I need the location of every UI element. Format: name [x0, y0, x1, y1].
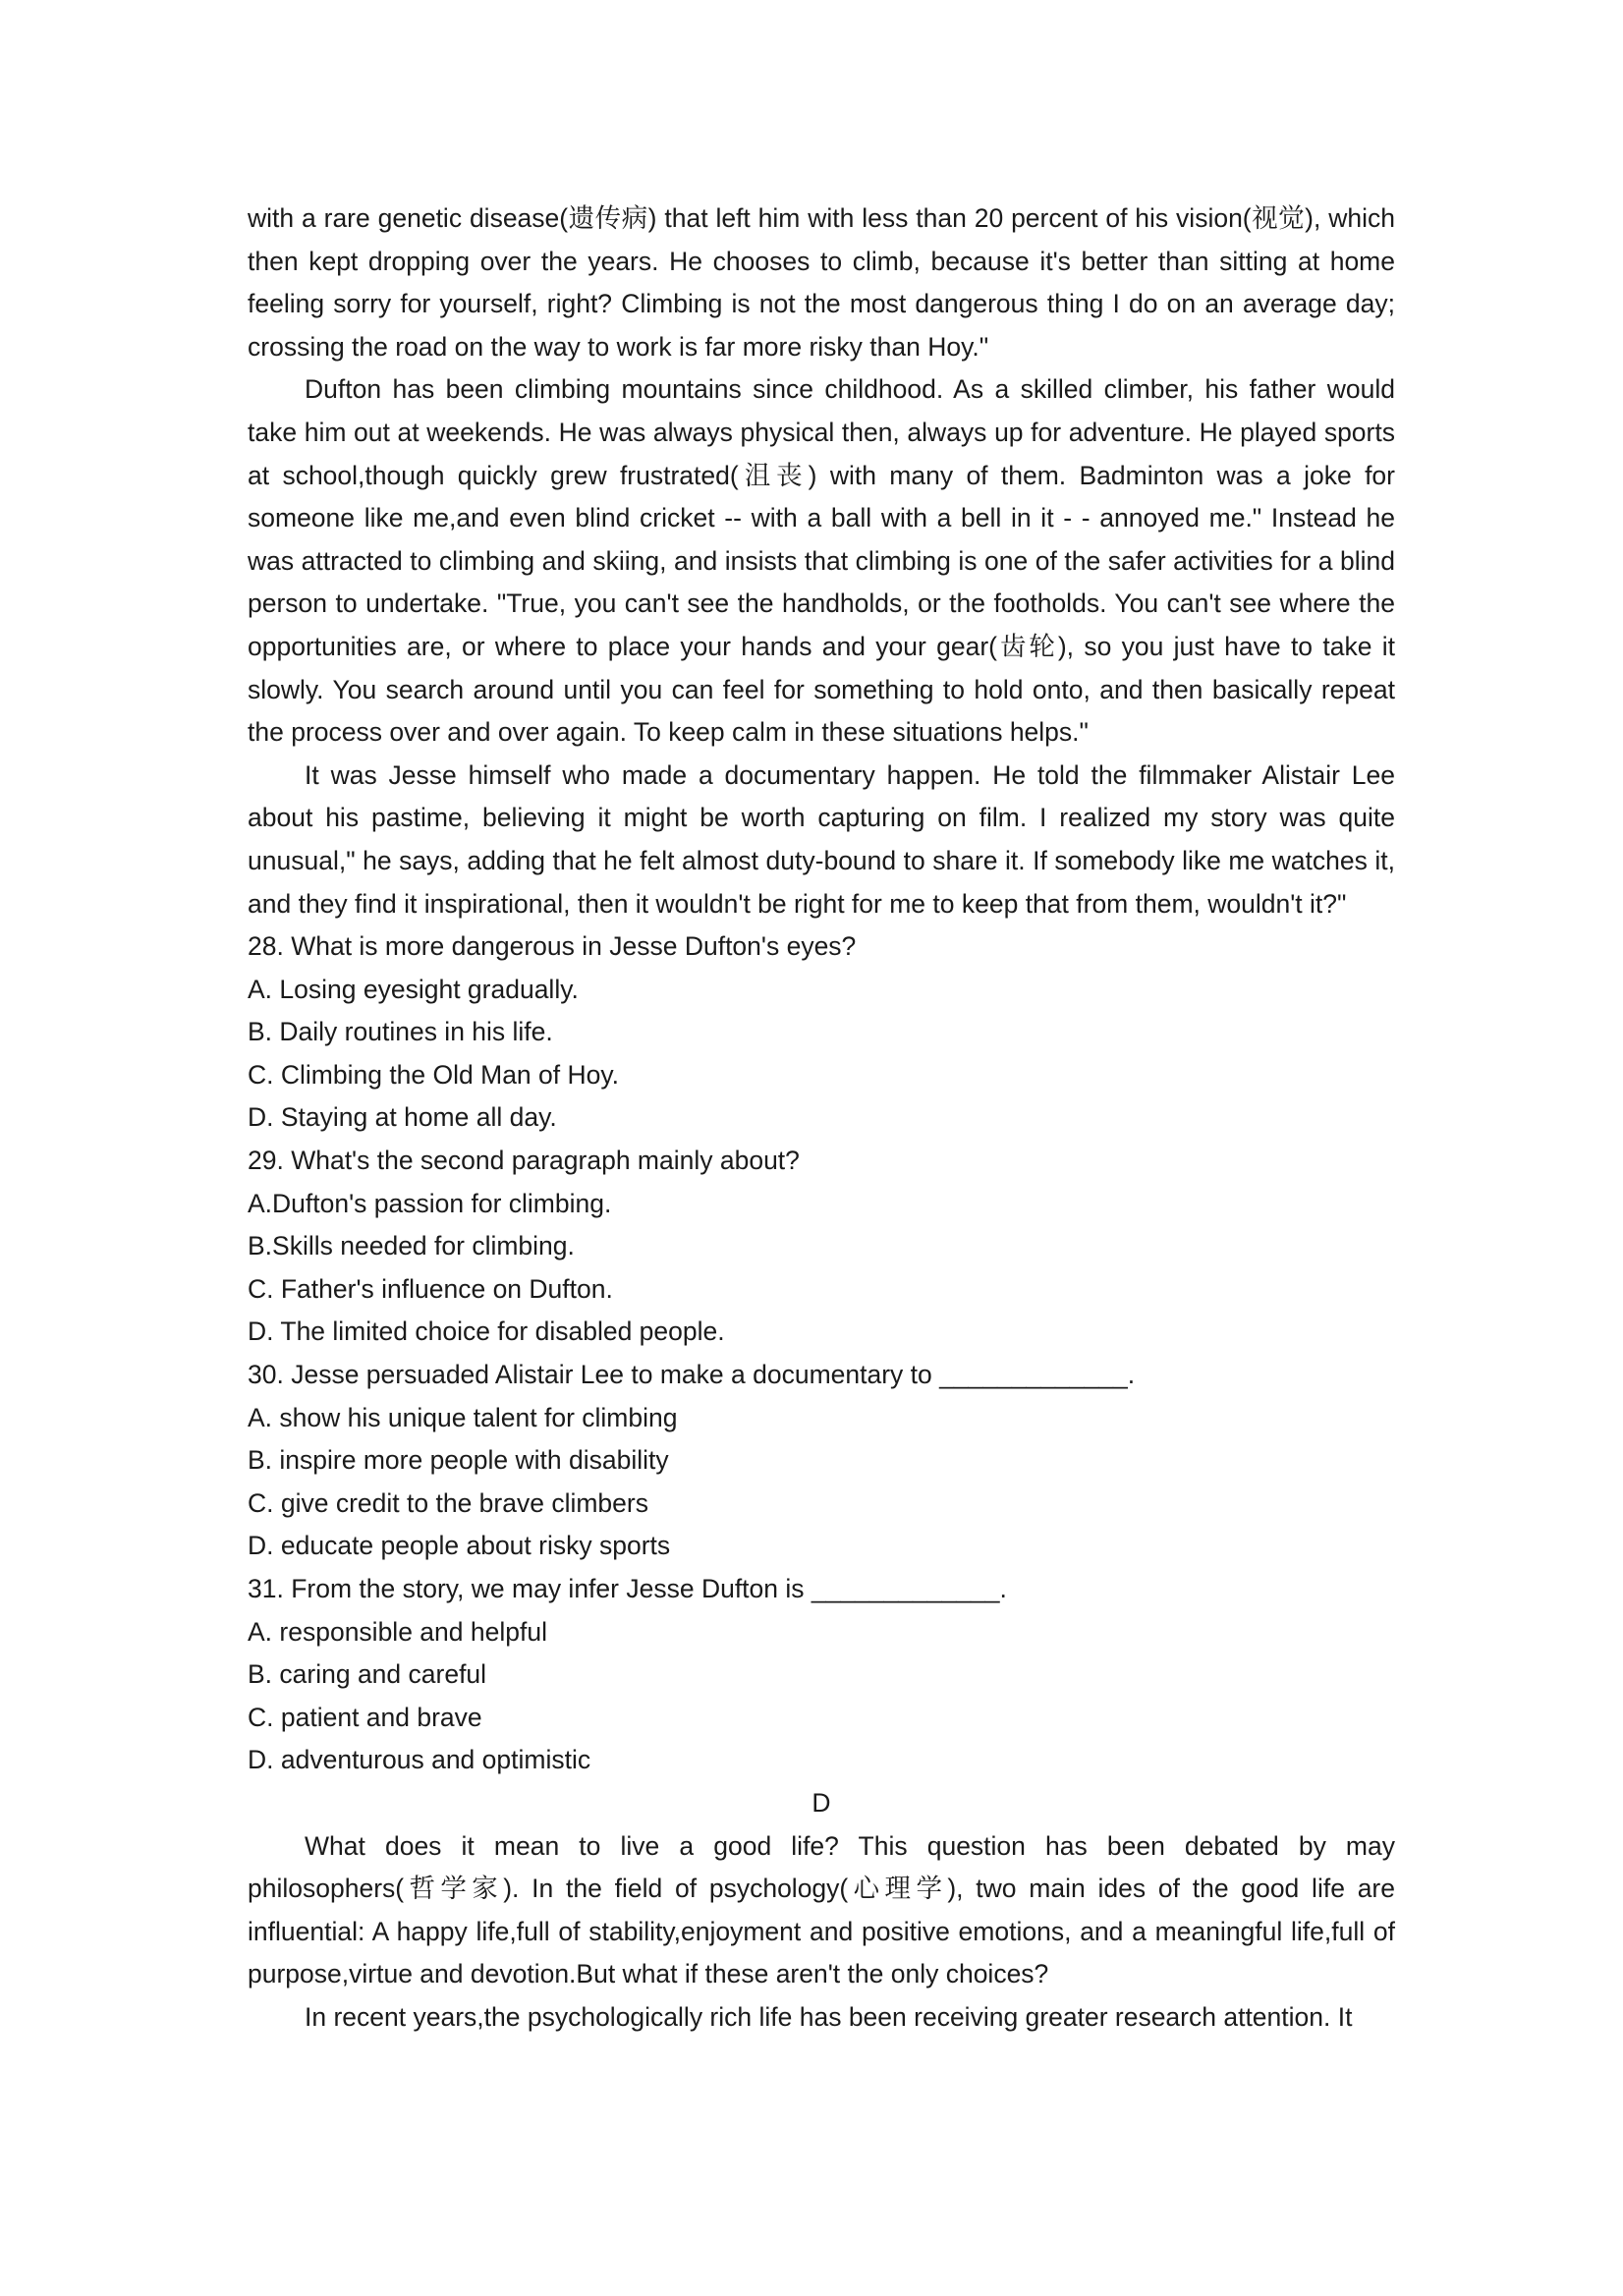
passage-d-paragraph: What does it mean to live a good life? This question has been debated by may philosophers(哲学家). In the field of psychology(心理学), two main ides of the good life are influential: A happy life,full of stability,enjoyment and positive emotions, and a meaningful life,full of purpose,virtue and devotion.But what if these aren't the only choices?	[248, 1830, 1395, 1989]
question-29	[248, 1140, 1395, 1354]
question-stem: 29. What's the second paragraph mainly about?	[248, 1146, 800, 1176]
answer-option: B. caring and careful	[248, 1659, 487, 1690]
question-30	[248, 1354, 1395, 1568]
answer-option: C. give credit to the brave climbers	[248, 1487, 648, 1518]
passage-d-paragraph: In recent years,the psychologically rich life has been receiving greater research attention. It	[305, 2001, 1353, 2032]
answer-option: C. Father's influence on Dufton.	[248, 1273, 613, 1304]
question-stem: 31. From the story, we may infer Jesse Dufton is _____________.	[248, 1574, 1007, 1603]
passage-c-paragraph: Dufton has been climbing mountains since childhood. As a skilled climber, his father would take him out at weekends. He was always physical then, always up for adventure. He played sports at school,though quickly grew frustrated(沮丧) with many of them. Badminton was a joke for someone like me,and even blind cricket -- with a ball with a bell in it - - annoyed me." Instead he was attracted to climbing and skiing, and insists that climbing is one of the safer activities for a blind person to undertake. "True, you can't see the handholds, or the footholds. You can't see where the opportunities are, or where to place your hands and your gear(齿轮), so you just have to take it slowly. You search around until you can feel for something to hold onto, and then basically repeat the process over and over again. To keep calm in these situations helps."	[248, 374, 1395, 748]
answer-option: A. Losing eyesight gradually.	[248, 974, 579, 1004]
passage-c-paragraph: It was Jesse himself who made a documentary happen. He told the filmmaker Alistair Lee about his pastime, believing it might be worth capturing on film. I realized my story was quite unusual," he says, adding that he felt almost duty-bound to share it. If somebody like me watches it, and they find it inspirational, then it wouldn't be right for me to keep that from them, wouldn't it?"	[248, 759, 1395, 919]
answer-option: A. responsible and helpful	[248, 1616, 547, 1647]
section-heading: D	[812, 1787, 831, 1818]
answer-option: C. Climbing the Old Man of Hoy.	[248, 1059, 620, 1090]
passage-c-paragraph: with a rare genetic disease(遗传病) that left him with less than 20 percent of his vision(视觉), which then kept dropping over the years. He chooses to climb, because it's better than sitting at home feeling sorry for yourself, right? Climbing is not the most dangerous thing I do on an average day; crossing the road on the way to work is far more risky than Hoy."	[248, 203, 1395, 362]
answer-option: D. Staying at home all day.	[248, 1102, 557, 1133]
answer-option: B. inspire more people with disability	[248, 1445, 669, 1476]
question-28	[248, 925, 1395, 1140]
answer-option: C. patient and brave	[248, 1702, 482, 1732]
question-31	[248, 1568, 1395, 1782]
answer-option: B.Skills needed for climbing.	[248, 1231, 575, 1261]
answer-option: D. educate people about risky sports	[248, 1531, 671, 1561]
answer-option: D. adventurous and optimistic	[248, 1745, 591, 1775]
question-stem: 30. Jesse persuaded Alistair Lee to make a documentary to _____________.	[248, 1360, 1136, 1390]
answer-option: B. Daily routines in his life.	[248, 1017, 553, 1047]
document-page	[248, 197, 1395, 2040]
question-stem: 28. What is more dangerous in Jesse Dufton's eyes?	[248, 931, 857, 962]
answer-option: D. The limited choice for disabled people.	[248, 1316, 725, 1347]
answer-option: A. show his unique talent for climbing	[248, 1402, 678, 1432]
answer-option: A.Dufton's passion for climbing.	[248, 1188, 612, 1218]
